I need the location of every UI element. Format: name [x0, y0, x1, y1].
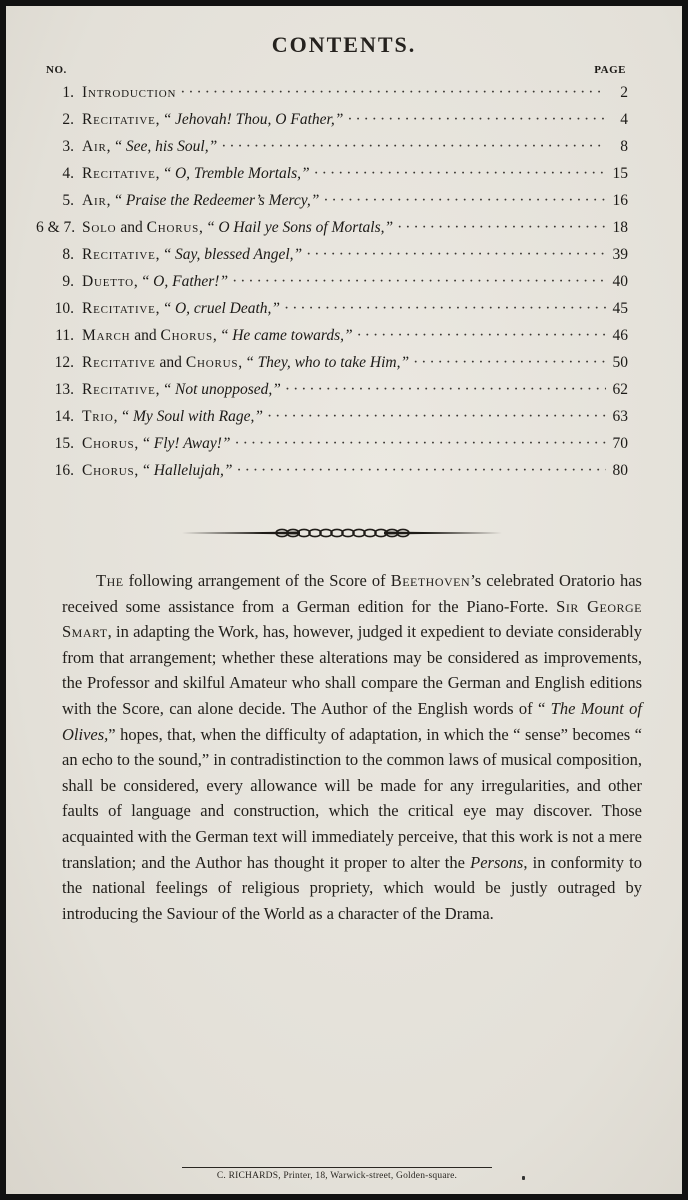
contents-entry [42, 111, 628, 138]
entry-type: Air, [82, 192, 112, 209]
entry-page-number: 39 [612, 246, 628, 263]
entry-title [82, 273, 228, 291]
book-page [6, 6, 682, 1194]
entry-separator: “ [139, 435, 154, 452]
entry-separator: “ [138, 273, 154, 290]
dot-leader [221, 138, 606, 156]
entry-page-number: 4 [620, 111, 628, 128]
contents-entry [42, 327, 628, 354]
ornamental-divider [180, 524, 504, 542]
entry-number: 2. [62, 111, 74, 128]
entry-type: Solo [82, 219, 117, 236]
dot-leader [235, 435, 606, 453]
contents-entry [42, 273, 628, 300]
entry-type: Chorus, [185, 354, 243, 371]
entry-title [82, 111, 343, 129]
entry-number: 13. [54, 381, 74, 398]
entry-type: Air, [82, 138, 112, 155]
paragraph-text: , in conformity to the national feelings of religious propriety, which would be justly outraged by introducing the Saviour of the World as a character of the Drama. [62, 852, 643, 923]
entry-page-number: 50 [612, 354, 628, 371]
entry-page-number: 63 [612, 408, 628, 425]
entry-separator: and [130, 327, 161, 344]
emphasis-text: Persons [470, 852, 524, 872]
contents-entry [42, 138, 628, 165]
entry-separator: “ [217, 327, 233, 344]
contents-entry [42, 354, 628, 381]
entry-number: 12. [54, 354, 74, 371]
contents-entry [42, 300, 628, 327]
entry-separator: “ [160, 111, 175, 128]
contents-entry [42, 408, 628, 435]
entry-title [82, 219, 393, 237]
entry-type: Chorus, [146, 219, 204, 236]
footer-rule [182, 1167, 492, 1168]
dot-leader [267, 408, 606, 426]
contents-entry [42, 84, 628, 111]
entry-type: Chorus, [82, 435, 140, 452]
preface-paragraph [62, 568, 642, 926]
dot-leader [306, 246, 606, 264]
entry-quote: Say, blessed Angel,” [174, 246, 303, 263]
entry-separator: “ [160, 246, 175, 263]
entry-separator: “ [111, 138, 126, 155]
entry-quote: Fly! Away!” [153, 435, 231, 452]
entry-quote: O, Tremble Mortals,” [174, 165, 310, 182]
entry-type: Recitative, [82, 111, 161, 128]
entry-title [82, 192, 319, 210]
entry-quote: Jehovah! Thou, O Father,” [174, 111, 344, 128]
entry-type: Trio, [82, 408, 119, 425]
entry-quote: O Hail ye Sons of Mortals,” [218, 219, 394, 236]
entry-quote: They, who to take Him,” [257, 354, 410, 371]
entry-page-number: 16 [612, 192, 628, 209]
dot-leader [347, 111, 606, 129]
paragraph-text: , in adapting the Work, has, however, judged it expedient to deviate considerably from that arrangement; whether these alterations may be considered as improvements, the Professor and skilful Amateur who shall compare the German and English editions with the Score, can alone decide. The Author of the English words of “ [62, 622, 642, 718]
entry-type: Recitative [82, 354, 156, 371]
dot-leader [285, 381, 606, 399]
paragraph-text: ” hopes, that, when the difficulty of adaptation, in which the “ sense” becomes “ an echo to the sound,” in contradistinction to the common laws of musical composition, shall be considered, every allowance will be made for any irregularities, and other faults of language and construction, which the critical eye may discover. Those acquainted with the German text will immediately perceive, that this work is not a mere translation; and the Author has thought it proper to alter the [62, 724, 642, 872]
entry-page-number: 46 [612, 327, 628, 344]
entry-title [82, 327, 353, 345]
entry-quote: See, his Soul,” [125, 138, 218, 155]
dot-leader [314, 165, 606, 183]
entry-type: Recitative, [82, 381, 161, 398]
entry-quote: My Soul with Rage,” [132, 408, 263, 425]
entry-quote: He came towards,” [232, 327, 353, 344]
entry-title [82, 165, 310, 183]
entry-type: Duetto, [82, 273, 139, 290]
entry-type: Recitative, [82, 165, 161, 182]
entry-type: Introduction [82, 84, 177, 101]
entry-number: 8. [62, 246, 74, 263]
contents-list [36, 84, 628, 489]
entry-number: 10. [54, 300, 74, 317]
entry-separator: “ [242, 354, 258, 371]
entry-separator: “ [160, 381, 175, 398]
dot-leader [232, 273, 606, 291]
entry-number: 14. [54, 408, 74, 425]
dot-leader [323, 192, 606, 210]
entry-title [82, 138, 217, 156]
entry-quote: Not unopposed,” [174, 381, 281, 398]
dot-leader [180, 84, 606, 102]
ink-speck [522, 1176, 525, 1180]
entry-separator: “ [118, 408, 133, 425]
entry-number: 9. [62, 273, 74, 290]
entry-title [82, 300, 280, 318]
entry-separator: “ [160, 165, 175, 182]
contents-entry [42, 246, 628, 273]
paragraph-text: ’s celebrated Oratorio has received some assistance from a German edition for the Piano-Forte. [62, 571, 642, 616]
entry-separator: “ [139, 462, 154, 479]
entry-page-number: 62 [612, 381, 628, 398]
dot-leader [413, 354, 606, 372]
entry-page-number: 15 [612, 165, 628, 182]
entry-page-number: 45 [612, 300, 628, 317]
entry-separator: “ [111, 192, 126, 209]
entry-page-number: 2 [620, 84, 628, 101]
entry-title [82, 462, 233, 480]
entry-number: 4. [62, 165, 74, 182]
dot-leader [397, 219, 606, 237]
entry-type: March [82, 327, 131, 344]
paragraph-text: following arrangement of the Score of [123, 571, 391, 590]
entry-separator: “ [203, 219, 219, 236]
contents-entry [42, 165, 628, 192]
contents-entry [42, 462, 628, 489]
contents-entry [42, 381, 628, 408]
dot-leader [284, 300, 606, 318]
entry-type: Chorus, [160, 327, 218, 344]
entry-quote: O, cruel Death,” [174, 300, 281, 317]
entry-number: 1. [62, 84, 74, 101]
entry-title [82, 435, 231, 453]
entry-quote: Hallelujah,” [153, 462, 233, 479]
entry-title [82, 246, 302, 264]
composer-name: Beethoven [390, 571, 471, 590]
entry-number: 15. [54, 435, 74, 452]
entry-title [82, 84, 176, 102]
entry-type: Chorus, [82, 462, 140, 479]
entry-number: 16. [54, 462, 74, 479]
entry-page-number: 40 [612, 273, 628, 290]
entry-title [82, 354, 409, 372]
entry-page-number: 18 [612, 219, 628, 236]
entry-page-number: 70 [612, 435, 628, 452]
contents-entry [42, 192, 628, 219]
entry-type: Recitative, [82, 300, 161, 317]
contents-entry [42, 435, 628, 462]
entry-number: 3. [62, 138, 74, 155]
entry-number: 5. [62, 192, 74, 209]
entry-page-number: 80 [612, 462, 628, 479]
printer-imprint: C. RICHARDS, Printer, 18, Warwick-street, Golden-square. [216, 1171, 458, 1181]
work-title: The Mount of Olives, [62, 698, 642, 744]
entry-separator: “ [160, 300, 175, 317]
entry-quote: O, Father!” [153, 273, 229, 290]
entry-number: 6 & 7. [36, 219, 76, 236]
page-column-header: PAGE [594, 64, 626, 76]
arranger-name: Sir George Smart [62, 596, 642, 642]
entry-number: 11. [55, 327, 74, 344]
contents-entry [36, 219, 628, 246]
number-column-header: NO. [46, 64, 67, 76]
entry-separator: and [155, 354, 186, 371]
paragraph-text: The [96, 571, 124, 590]
page-title: CONTENTS. [271, 32, 417, 57]
dot-leader [237, 462, 606, 480]
entry-separator: and [116, 219, 147, 236]
entry-quote: Praise the Redeemer’s Mercy,” [125, 192, 320, 209]
entry-title [82, 381, 281, 399]
dot-leader [357, 327, 606, 345]
entry-title [82, 408, 263, 426]
entry-type: Recitative, [82, 246, 161, 263]
entry-page-number: 8 [620, 138, 628, 155]
